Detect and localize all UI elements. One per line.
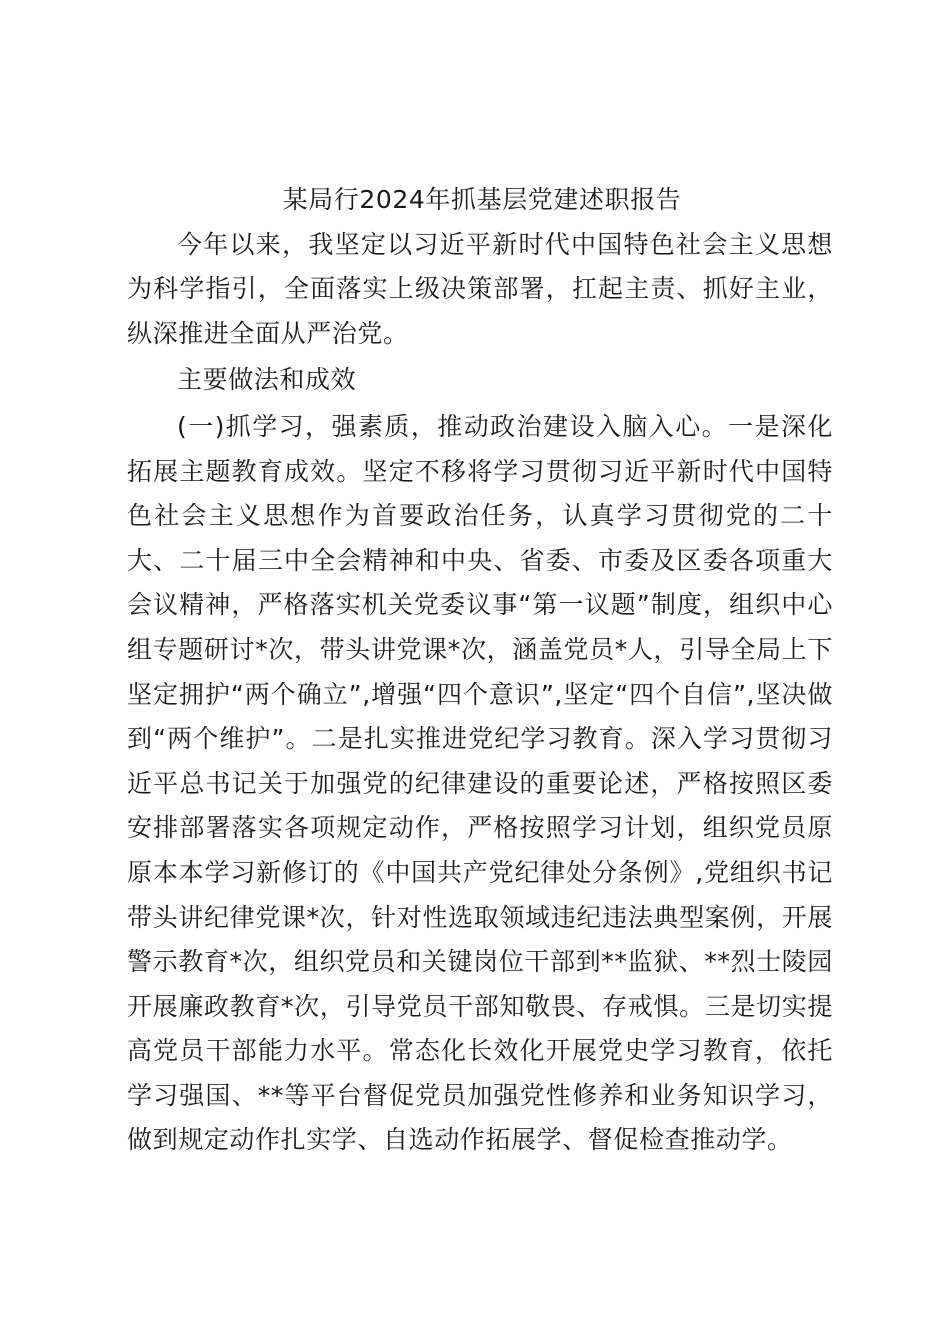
document-body (127, 178, 833, 1163)
intro-paragraph: 今年以来，我坚定以习近平新时代中国特色社会主义思想为科学指引，全面落实上级决策部署，扛起主责、抓好主业，纵深推进全面从严治党。 (127, 229, 833, 348)
document-title: 某局行2024年抓基层党建述职报告 (282, 185, 682, 214)
body-paragraph: (一)抓学习，强素质，推动政治建设入脑入心。一是深化拓展主题教育成效。坚定不移将学习贯彻习近平新时代中国特色社会主义思想作为首要政治任务，认真学习贯彻党的二十大、二十届三中全会精神和中央、省委、市委及区委各项重大会议精神，严格落实机关党委议事“第一议题”制度，组织中心组专题研讨*次，带头讲党课*次，涵盖党员*人，引导全局上下坚定拥护“两个确立”,增强“四个意识”,坚定“四个自信”,坚决做到“两个维护”。二是扎实推进党纪学习教育。深入学习贯彻习近平总书记关于加强党的纪律建设的重要论述，严格按照区委安排部署落实各项规定动作，严格按照学习计划，组织党员原原本本学习新修订的《中国共产党纪律处分条例》,党组织书记带头讲纪律党课*次，针对性选取领域违纪违法典型案例，开展警示教育*次，组织党员和关键岗位干部到**监狱、**烈士陵园开展廉政教育*次，引导党员干部知敬畏、存戒惧。三是切实提高党员干部能力水平。常态化长效化开展党史学习教育，依托学习强国、**等平台督促党员加强党性修养和业务知识学习，做到规定动作扎实学、自选动作拓展学、督促检查推动学。 (127, 411, 833, 1155)
section-heading: 主要做法和成效 (177, 365, 357, 395)
